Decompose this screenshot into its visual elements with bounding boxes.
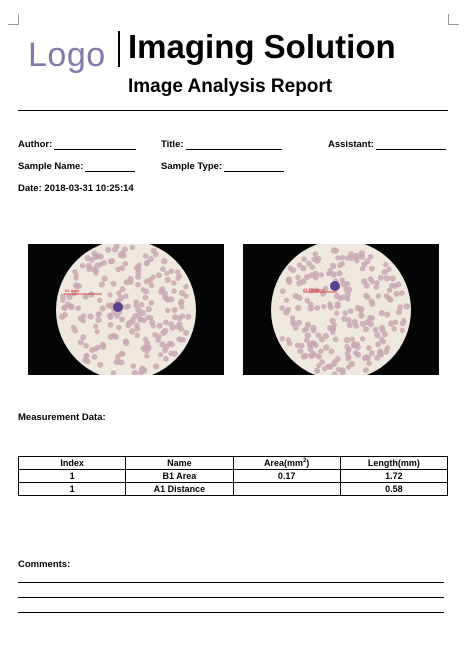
blood-cell (83, 294, 89, 300)
blood-cell (330, 330, 335, 335)
blood-cell (62, 312, 68, 318)
row-1-area: 0.17 (233, 470, 340, 483)
logo: Logo (28, 36, 106, 74)
blood-cell (76, 305, 82, 311)
blood-cell (383, 262, 388, 267)
blood-cell (339, 367, 345, 373)
author-label: Author: (18, 139, 53, 150)
blood-cell (392, 326, 398, 332)
blood-cell (378, 275, 384, 281)
blood-cell (151, 323, 156, 328)
blood-cell (185, 314, 191, 320)
crop-mark-top-right (448, 14, 459, 25)
blood-cell (165, 308, 170, 313)
date-value: 2018-03-31 10:25:14 (44, 183, 134, 194)
blood-cell (153, 363, 159, 369)
blood-cell (366, 360, 372, 366)
blood-cell (171, 288, 176, 293)
blood-cell (99, 281, 105, 287)
row-1-length: 1.72 (340, 470, 447, 483)
blood-cell (300, 278, 306, 284)
blood-cell (384, 312, 390, 318)
blood-cell (308, 341, 314, 347)
blood-cell (116, 325, 122, 331)
blood-cell (315, 353, 320, 358)
blood-cell (163, 356, 169, 362)
blood-cell (373, 327, 379, 333)
blood-cell (314, 305, 320, 311)
blood-cell (133, 299, 139, 305)
blood-cell (135, 282, 141, 288)
blood-cell (144, 279, 150, 285)
blood-cell (400, 328, 405, 333)
blood-cell (100, 342, 106, 348)
blood-cell (301, 256, 307, 262)
blood-cell (160, 266, 166, 272)
blood-cell (286, 279, 292, 285)
blood-cell (369, 266, 375, 272)
blood-cell (335, 255, 340, 260)
blood-cell (100, 306, 106, 312)
blood-cell (108, 292, 113, 297)
blood-cell (345, 281, 350, 286)
header-area: $Area(mm^2)$ (233, 457, 340, 470)
blood-cell (363, 367, 369, 373)
blood-cell (361, 278, 367, 284)
blood-cell (92, 354, 98, 360)
blood-cell (135, 274, 141, 280)
blood-cell (399, 290, 405, 296)
blood-cell (169, 342, 175, 348)
blood-cell (134, 322, 140, 328)
blood-cell (123, 261, 128, 266)
blood-cell (318, 348, 324, 354)
blood-cell (348, 308, 354, 314)
blood-cell (107, 313, 112, 318)
blood-cell (383, 349, 389, 355)
annotation-label-2: A1 Distance (303, 287, 325, 292)
blood-cell (113, 334, 119, 340)
blood-cell (353, 253, 359, 259)
blood-cell (291, 321, 297, 327)
blood-cell (178, 300, 184, 306)
blood-cell (374, 332, 380, 338)
blood-cell (308, 346, 314, 352)
comments-label: Comments: (18, 559, 71, 570)
blood-cell (347, 322, 353, 328)
blood-cell (168, 296, 174, 302)
blood-cell (80, 334, 86, 340)
blood-cell (358, 308, 364, 314)
blood-cell (351, 341, 357, 347)
measurement-heading: Measurement Data: (18, 412, 106, 423)
blood-cell (302, 353, 308, 359)
blood-cell (384, 275, 390, 281)
blood-cell (180, 313, 186, 319)
blood-cell (119, 351, 125, 357)
blood-cell (179, 290, 185, 296)
blood-cell (156, 334, 162, 340)
assistant-label: Assistant: (328, 139, 374, 150)
blood-cell (148, 256, 154, 262)
blood-cell (62, 305, 68, 311)
blood-cell (71, 325, 77, 331)
comment-line-1 (18, 582, 444, 583)
blood-cell (365, 355, 371, 361)
blood-cell (309, 264, 315, 270)
blood-cell (161, 258, 167, 264)
blood-cell (337, 263, 343, 269)
stained-cell-1 (113, 302, 123, 312)
blood-cell (369, 350, 375, 356)
title-field (161, 139, 282, 150)
blood-cell (111, 281, 117, 287)
blood-cell (108, 259, 114, 265)
blood-cell (354, 258, 359, 263)
blood-cell (334, 293, 340, 299)
blood-cell (156, 272, 162, 278)
blood-cell (373, 284, 379, 290)
blood-cell (83, 343, 89, 349)
header-name: Name (126, 457, 233, 470)
blood-cell (334, 310, 339, 315)
blood-cell (319, 272, 324, 277)
blood-cell (376, 293, 381, 298)
blood-cell (329, 349, 335, 355)
blood-cell (105, 247, 111, 253)
blood-cell (363, 326, 369, 332)
micrograph-2 (243, 244, 439, 375)
sample-type-field (161, 161, 284, 172)
blood-cell (348, 251, 354, 257)
blood-cell (358, 312, 364, 318)
blood-cell (381, 339, 386, 344)
blood-cell (328, 305, 334, 311)
blood-cell (333, 337, 339, 343)
blood-cell (344, 286, 350, 292)
blood-cell (313, 251, 319, 257)
blood-cell (119, 317, 125, 323)
blood-cell (279, 305, 285, 311)
comment-line-2 (18, 597, 444, 598)
blood-cell (344, 337, 350, 343)
blood-cell (343, 310, 349, 316)
sample-name-label: Sample Name: (18, 161, 84, 172)
blood-cell (93, 270, 98, 275)
blood-cell (323, 344, 329, 350)
blood-cell (72, 269, 77, 274)
blood-cell (163, 320, 169, 326)
crop-mark-top-left (8, 14, 19, 25)
blood-cell (379, 310, 385, 316)
blood-cell (93, 324, 98, 329)
blood-cell (96, 312, 101, 317)
blood-cell (95, 317, 101, 323)
blood-cell (93, 346, 98, 351)
blood-cell (102, 276, 108, 282)
blood-cell (308, 305, 314, 311)
blood-cell (135, 307, 141, 313)
blood-cell (97, 298, 102, 303)
measurement-table (18, 456, 448, 496)
blood-cell (321, 304, 326, 309)
blood-cell (388, 320, 394, 326)
blood-cell (350, 337, 355, 342)
blood-cell (119, 360, 125, 366)
table-header-row (19, 457, 448, 470)
blood-cell (162, 291, 168, 297)
blood-cell (387, 288, 392, 293)
blood-cell (349, 361, 355, 367)
row-2-length: 0.58 (340, 483, 447, 496)
blood-cell (284, 298, 289, 303)
blood-cell (390, 275, 396, 281)
blood-cell (171, 280, 176, 285)
blood-cell (95, 329, 100, 334)
blood-cell (387, 297, 393, 303)
blood-cell (308, 352, 314, 358)
blood-cell (375, 341, 381, 347)
blood-cell (135, 333, 140, 338)
blood-cell (144, 353, 149, 358)
blood-cell (98, 262, 103, 267)
blood-cell (359, 250, 365, 256)
sample-name-field (18, 161, 135, 172)
blood-cell (365, 294, 371, 300)
blood-cell (78, 339, 84, 345)
blood-cell (108, 322, 114, 328)
blood-cell (305, 322, 311, 328)
blood-cell (80, 263, 85, 268)
blood-cell (172, 351, 178, 357)
blood-cell (401, 318, 406, 323)
row-1-name: B1 Area (126, 470, 233, 483)
blood-cell (146, 306, 152, 312)
blood-cell (361, 261, 367, 267)
blood-cell (313, 274, 319, 280)
blood-cell (368, 254, 374, 260)
author-blank (54, 140, 136, 150)
row-1-index: 1 (19, 470, 126, 483)
blood-cell (86, 266, 92, 272)
blood-cell (126, 304, 131, 309)
blood-cell (311, 257, 316, 262)
blood-cell (123, 338, 129, 344)
blood-cell (130, 245, 135, 250)
blood-cell (365, 319, 371, 325)
assistant-blank (376, 140, 446, 150)
blood-cell (128, 320, 134, 326)
blood-cell (151, 274, 156, 279)
blood-cell (335, 356, 341, 362)
date-field (18, 183, 134, 194)
blood-cell (172, 307, 178, 313)
blood-cell (392, 283, 398, 289)
blood-cell (280, 288, 286, 294)
blood-cell (143, 295, 149, 301)
blood-cell (81, 318, 86, 323)
blood-cell (286, 337, 291, 342)
sample-name-blank (85, 162, 135, 172)
blood-cell (299, 343, 305, 349)
blood-cell (149, 283, 155, 289)
blood-cell (149, 300, 155, 306)
blood-cell (123, 293, 128, 298)
blood-cell (341, 316, 347, 322)
blood-cell (302, 327, 307, 332)
blood-cell (143, 288, 149, 294)
blood-cell (337, 270, 343, 276)
blood-cell (311, 328, 317, 334)
blood-cell (181, 337, 186, 342)
blood-cell (82, 357, 88, 363)
blood-cell (165, 277, 171, 283)
header-index: Index (19, 457, 126, 470)
blood-cell (394, 291, 400, 297)
blood-cell (330, 318, 336, 324)
blood-cell (319, 359, 325, 365)
blood-cell (331, 271, 337, 277)
blood-cell (158, 352, 163, 357)
sample-type-label: Sample Type: (161, 161, 223, 172)
blood-cell (280, 336, 285, 341)
blood-cell (136, 313, 141, 318)
title-label: Title: (161, 139, 184, 150)
blood-cell (326, 364, 332, 370)
blood-cell (131, 363, 137, 369)
row-2-area (233, 483, 340, 496)
blood-cell (380, 328, 386, 334)
report-subtitle: Image Analysis Report (128, 76, 333, 97)
blood-cell (366, 345, 372, 351)
blood-cell (148, 315, 153, 320)
blood-cell (153, 252, 159, 258)
author-field (18, 139, 136, 150)
blood-cell (85, 255, 91, 261)
blood-cell (360, 336, 365, 341)
blood-cell (314, 369, 319, 374)
blood-cell (386, 267, 391, 272)
blood-cell (135, 266, 141, 272)
blood-cell (313, 342, 319, 348)
blood-cell (295, 275, 301, 281)
blood-cell (159, 341, 165, 347)
blood-cell (143, 344, 149, 350)
blood-cell (404, 303, 410, 309)
blood-cell (143, 253, 149, 259)
blood-cell (297, 348, 303, 354)
blood-cell (116, 291, 121, 296)
blood-cell (168, 321, 174, 327)
blood-cell (353, 350, 359, 356)
stained-cell-2 (330, 281, 340, 291)
blood-cell (88, 291, 94, 297)
date-label: Date: (18, 183, 42, 194)
annotation-label-1: B1 Area (65, 288, 80, 293)
blood-cell (353, 323, 359, 329)
header-rule (18, 110, 448, 111)
blood-cell (300, 265, 306, 271)
micrograph-2-svg (243, 244, 439, 375)
blood-cell (305, 332, 311, 338)
blood-cell (177, 321, 183, 327)
blood-cell (397, 304, 403, 310)
blood-cell (139, 302, 145, 308)
micrograph-1-svg (28, 244, 224, 375)
assistant-field (328, 139, 446, 150)
blood-cell (129, 328, 135, 334)
blood-cell (73, 275, 78, 280)
sample-type-blank (224, 162, 284, 172)
blood-cell (124, 279, 130, 285)
blood-cell (91, 250, 97, 256)
table-row (19, 470, 448, 483)
blood-cell (116, 267, 121, 272)
blood-cell (378, 351, 384, 357)
blood-cell (323, 333, 329, 339)
blood-cell (283, 309, 289, 315)
blood-cell (331, 247, 337, 253)
blood-cell (175, 269, 181, 275)
comment-line-3 (18, 612, 444, 613)
blood-cell (295, 305, 301, 311)
blood-cell (162, 328, 168, 334)
blood-cell (287, 265, 292, 270)
report-title: Imaging Solution (128, 28, 396, 65)
blood-cell (334, 301, 340, 307)
blood-cell (168, 269, 174, 275)
row-2-name: A1 Distance (126, 483, 233, 496)
header-length: Length(mm) (340, 457, 447, 470)
blood-cell (87, 313, 93, 319)
blood-cell (157, 323, 163, 329)
blood-cell (175, 276, 180, 281)
blood-cell (293, 293, 299, 299)
table-row (19, 483, 448, 496)
row-2-index: 1 (19, 483, 126, 496)
blood-cell (183, 284, 188, 289)
blood-cell (368, 276, 374, 282)
blood-cell (97, 362, 103, 368)
header-divider (118, 31, 120, 67)
blood-cell (119, 250, 125, 256)
blood-cell (183, 330, 189, 336)
blood-cell (141, 368, 147, 374)
blood-cell (345, 356, 350, 361)
blood-cell (345, 351, 351, 357)
micrograph-1 (28, 244, 224, 375)
blood-cell (368, 299, 374, 305)
title-blank (186, 140, 282, 150)
